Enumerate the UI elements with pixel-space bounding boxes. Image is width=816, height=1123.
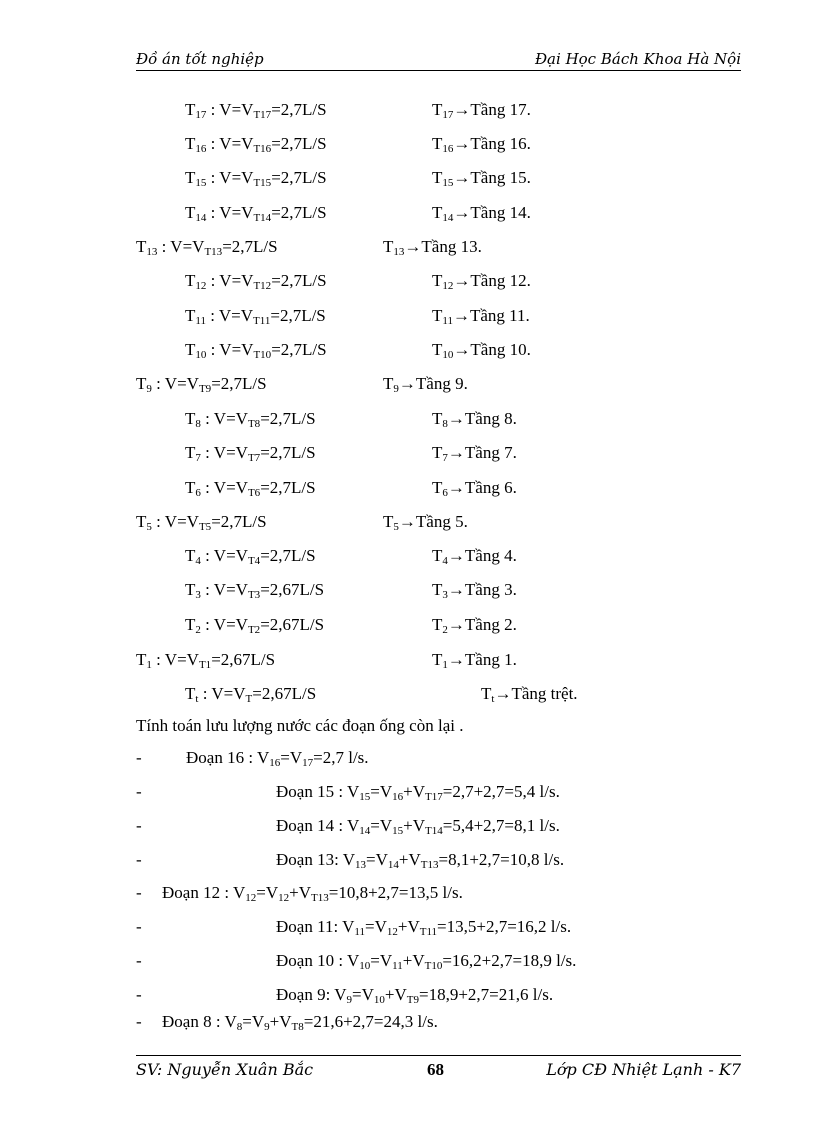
segment-formula: Đoạn 16 : $V_{16}=V_{17}=2,7$ l/s. [186, 748, 369, 769]
flow-row-right: $T_1\to Tầng$ 1. [432, 650, 517, 671]
flow-row-right: $T_7\to Tầng$ 7. [432, 443, 517, 464]
flow-row-right: $T_{15}\to Tầng$ 15. [432, 168, 531, 189]
segment-dash: - [136, 985, 142, 1004]
segment-formula: Đoạn 13: $V_{13}=V_{14}+V_{T13}=8,1+2,7=10,8$ l/s. [276, 850, 565, 871]
segment-dash: - [136, 782, 142, 801]
flow-row-right: $T_{14}\to Tầng$ 14. [432, 203, 531, 224]
flow-row-right: $T_t\to Tầng$ trệt. [481, 684, 578, 705]
segment-dash: - [136, 1012, 142, 1031]
flow-row-left: $T_3$ : $V=V_{T3}=2,67L/S$ [185, 580, 325, 601]
flow-row-left: $T_{15}$ : $V=V_{T15}=2,7L/S$ [185, 168, 327, 189]
segment-formula: Đoạn 15 : $V_{15}=V_{16}+V_{T17}=2,7+2,7=5,4$ l/s. [276, 782, 560, 803]
flow-row-right: $T_{16}\to Tầng$ 16. [432, 134, 531, 155]
page-header [136, 48, 741, 71]
flow-row-left: $T_t$ : $V=V_T=2,67L/S$ [185, 684, 317, 705]
footer-left: SV: Nguyễn Xuân Bắc [136, 1060, 314, 1079]
flow-row-right: $T_9\to Tầng$ 9. [383, 374, 468, 395]
flow-row-right: $T_{11}\to Tầng$ 11. [432, 306, 530, 327]
flow-row-left: $T_8$ : $V=V_{T8}=2,7L/S$ [185, 409, 316, 430]
flow-row-left: $T_{11}$ : $V=V_{T11}=2,7L/S$ [185, 306, 326, 327]
flow-row-left: $T_{14}$ : $V=V_{T14}=2,7L/S$ [185, 203, 327, 224]
segment-formula: Đoạn 10 : $V_{10}=V_{11}+V_{T10}=16,2+2,7=18,9$ l/s. [276, 951, 577, 972]
flow-row-right: $T_4\to Tầng$ 4. [432, 546, 517, 567]
segment-dash: - [136, 748, 142, 767]
flow-row-right: $T_{17}\to Tầng$ 17. [432, 100, 531, 121]
flow-row-left: $T_{13}$ : $V=V_{T13}=2,7L/S$ [136, 237, 278, 258]
flow-row-left: $T_5$ : $V=V_{T5}=2,7L/S$ [136, 512, 267, 533]
flow-row-left: $T_{12}$ : $V=V_{T12}=2,7L/S$ [185, 271, 327, 292]
flow-row-right: $T_5\to Tầng$ 5. [383, 512, 468, 533]
flow-row-left: $T_{10}$ : $V=V_{T10}=2,7L/S$ [185, 340, 327, 361]
flow-row-right: $T_{13}\to Tầng$ 13. [383, 237, 482, 258]
header-right: Đại Học Bách Khoa Hà Nội [534, 50, 741, 68]
segment-formula: Đoạn 11: $V_{11}=V_{12}+V_{T11}=13,5+2,7=16,2$ l/s. [276, 917, 572, 938]
segment-formula: Đoạn 12 : $V_{12}=V_{12}+V_{T13}=10,8+2,7=13,5$ l/s. [162, 883, 463, 904]
footer-right: Lớp CĐ Nhiệt Lạnh - K7 [546, 1060, 741, 1079]
flow-row-right: $T_8\to Tầng$ 8. [432, 409, 517, 430]
flow-row-right: $T_2\to Tầng$ 2. [432, 615, 517, 636]
segment-formula: Đoạn 9: $V_9=V_{10}+V_{T9}=18,9+2,7=21,6$ l/s. [276, 985, 554, 1006]
segment-dash: - [136, 917, 142, 936]
flow-row-left: $T_6$ : $V=V_{T6}=2,7L/S$ [185, 478, 316, 499]
flow-row-left: $T_{16}$ : $V=V_{T16}=2,7L/S$ [185, 134, 327, 155]
segment-formula: Đoạn 8 : $V_8=V_9+V_{T8}=21,6+2,7=24,3$ l/s. [162, 1012, 438, 1033]
segment-dash: - [136, 951, 142, 970]
flow-row-right: $T_{12}\to Tầng$ 12. [432, 271, 531, 292]
flow-row-right: $T_6\to Tầng$ 6. [432, 478, 517, 499]
flow-row-right: $T_{10}\to Tầng$ 10. [432, 340, 531, 361]
segment-formula: Đoạn 14 : $V_{14}=V_{15}+V_{T14}=5,4+2,7=8,1$ l/s. [276, 816, 560, 837]
flow-row-left: $T_7$ : $V=V_{T7}=2,7L/S$ [185, 443, 316, 464]
page-number: 68 [427, 1060, 444, 1079]
footer-rule [136, 1055, 741, 1056]
flow-row-left: $T_9$ : $V=V_{T9}=2,7L/S$ [136, 374, 267, 395]
flow-row-left: $T_2$ : $V=V_{T2}=2,67L/S$ [185, 615, 325, 636]
section-title: Tính toán lưu lượng nước các đoạn ống còn lại . [136, 716, 464, 735]
flow-row-left: $T_4$ : $V=V_{T4}=2,7L/S$ [185, 546, 316, 567]
segment-dash: - [136, 883, 142, 902]
flow-row-right: $T_3\to Tầng$ 3. [432, 580, 517, 601]
flow-row-left: $T_{17}$ : $V=V_{T17}=2,7L/S$ [185, 100, 327, 121]
segment-dash: - [136, 816, 142, 835]
header-left: Đồ án tốt nghiệp [136, 50, 264, 68]
flow-row-left: $T_1$ : $V=V_{T1}=2,67L/S$ [136, 650, 276, 671]
segment-dash: - [136, 850, 142, 869]
